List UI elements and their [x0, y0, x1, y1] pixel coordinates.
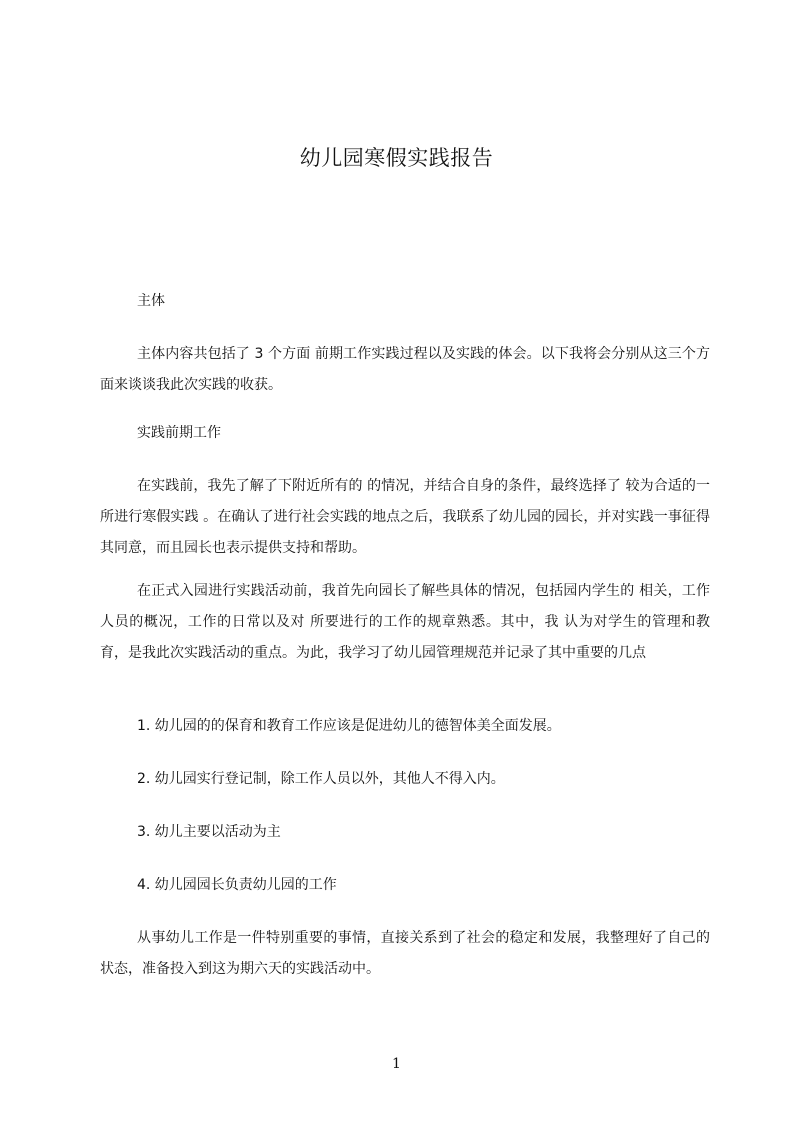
paragraph-preparation: 在实践前，我先了解了下附近所有的 的情况，并结合自身的条件，最终选择了 较为合适的一所进行寒假实践 。在确认了进行社会实践的地点之后，我联系了幼儿园的园长，并对实践一事征得其同意，而且园长也表示提供支持和帮助。: [100, 478, 710, 556]
list-item-regulation-1: 1. 幼儿园的的保育和教育工作应该是促进幼儿的德智体美全面发展。: [137, 718, 561, 734]
list-item-regulation-2: 2. 幼儿园实行登记制，除工作人员以外，其他人不得入内。: [137, 771, 505, 787]
paragraph-overview: 主体内容共包括了 3 个方面 前期工作实践过程以及实践的体会。以下我将会分别从这三个方面来谈谈我此次实践的收获。: [100, 346, 710, 393]
list-item-regulation-4: 4. 幼儿园园长负责幼儿园的工作: [137, 877, 337, 893]
paragraph-regulations-intro: 在正式入园进行实践活动前，我首先向园长了解些具体的情况，包括园内学生的 相关，工作人员的概况，工作的日常以及对 所要进行的工作的规章熟悉。其中，我 认为对学生的管理和教育，是我此次实践活动的重点。为此，我学习了幼儿园管理规范并记录了其中重要的几点: [100, 583, 710, 661]
section-heading-main: 主体: [137, 293, 165, 309]
page-number: 1: [392, 1056, 401, 1072]
section-heading-preparation: 实践前期工作: [137, 425, 221, 441]
document-title: 幼儿园寒假实践报告: [299, 146, 494, 170]
paragraph-conclusion: 从事幼儿工作是一件特别重要的事情，直接关系到了社会的稳定和发展，我整理好了自己的状态，准备投入到这为期六天的实践活动中。: [100, 930, 710, 977]
list-item-regulation-3: 3. 幼儿主要以活动为主: [137, 824, 281, 840]
